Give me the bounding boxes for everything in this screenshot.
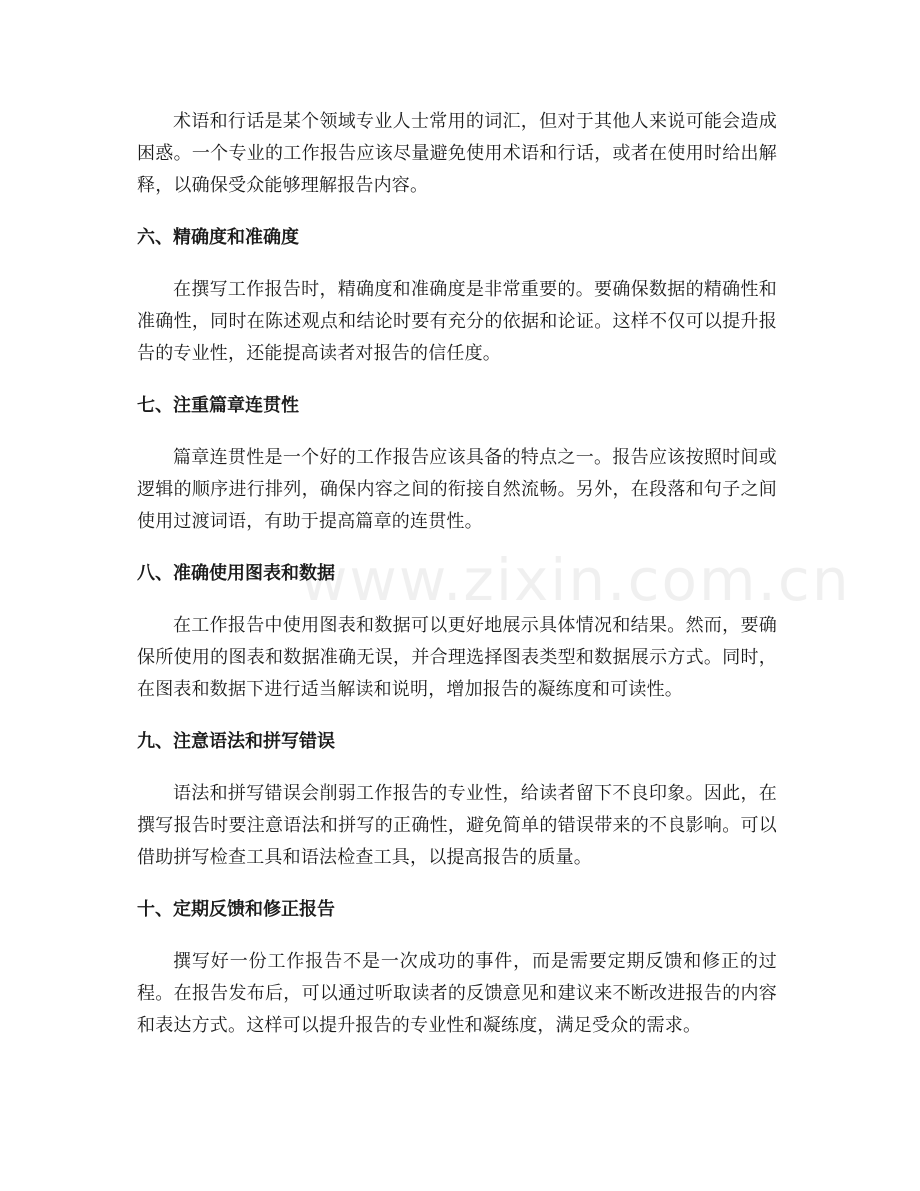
intro-paragraph: 术语和行话是某个领域专业人士常用的词汇，但对于其他人来说可能会造成困惑。一个专业的工作报告应该尽量避免使用术语和行话，或者在使用时给出解释，以确保受众能够理解报告内容。 (137, 111, 777, 196)
section-paragraph-10: 撰写好一份工作报告不是一次成功的事件，而是需要定期反馈和修正的过程。在报告发布后，可以通过听取读者的反馈意见和建议来不断改进报告的内容和表达方式。这样可以提升报告的专业性和凝练度，满足受众的需求。 (137, 951, 777, 1036)
spacer (137, 538, 777, 558)
spacer (137, 926, 777, 946)
document-page (137, 106, 777, 1042)
section-paragraph-6: 在撰写工作报告时，精确度和准确度是非常重要的。要确保数据的精确性和准确性，同时在陈述观点和结论时要有充分的依据和论证。这样不仅可以提升报告的专业性，还能提高读者对报告的信任度。 (137, 279, 777, 364)
section-heading-8: 八、准确使用图表和数据 (137, 563, 335, 584)
spacer (137, 202, 777, 222)
section-heading-10: 十、定期反馈和修正报告 (137, 899, 335, 920)
section-heading-9: 九、注意语法和拼写错误 (137, 731, 335, 752)
spacer (137, 590, 777, 610)
section-paragraph-8: 在工作报告中使用图表和数据可以更好地展示具体情况和结果。然而，要确保所使用的图表和数据准确无误，并合理选择图表类型和数据展示方式。同时，在图表和数据下进行适当解读和说明，增加报告的凝练度和可读性。 (137, 615, 777, 700)
spacer (137, 254, 777, 274)
spacer (137, 874, 777, 894)
section-heading-7: 七、注重篇章连贯性 (137, 395, 299, 416)
section-heading-6: 六、精确度和准确度 (137, 227, 299, 248)
section-paragraph-9: 语法和拼写错误会削弱工作报告的专业性，给读者留下不良印象。因此，在撰写报告时要注意语法和拼写的正确性，避免简单的错误带来的不良影响。可以借助拼写检查工具和语法检查工具，以提高报告的质量。 (137, 783, 777, 868)
spacer (137, 758, 777, 778)
section-paragraph-7: 篇章连贯性是一个好的工作报告应该具备的特点之一。报告应该按照时间或逻辑的顺序进行排列，确保内容之间的衔接自然流畅。另外，在段落和句子之间使用过渡词语，有助于提高篇章的连贯性。 (137, 447, 777, 532)
spacer (137, 706, 777, 726)
spacer (137, 422, 777, 442)
spacer (137, 370, 777, 390)
watermark-text: www.zixin.com.cn (300, 546, 851, 614)
